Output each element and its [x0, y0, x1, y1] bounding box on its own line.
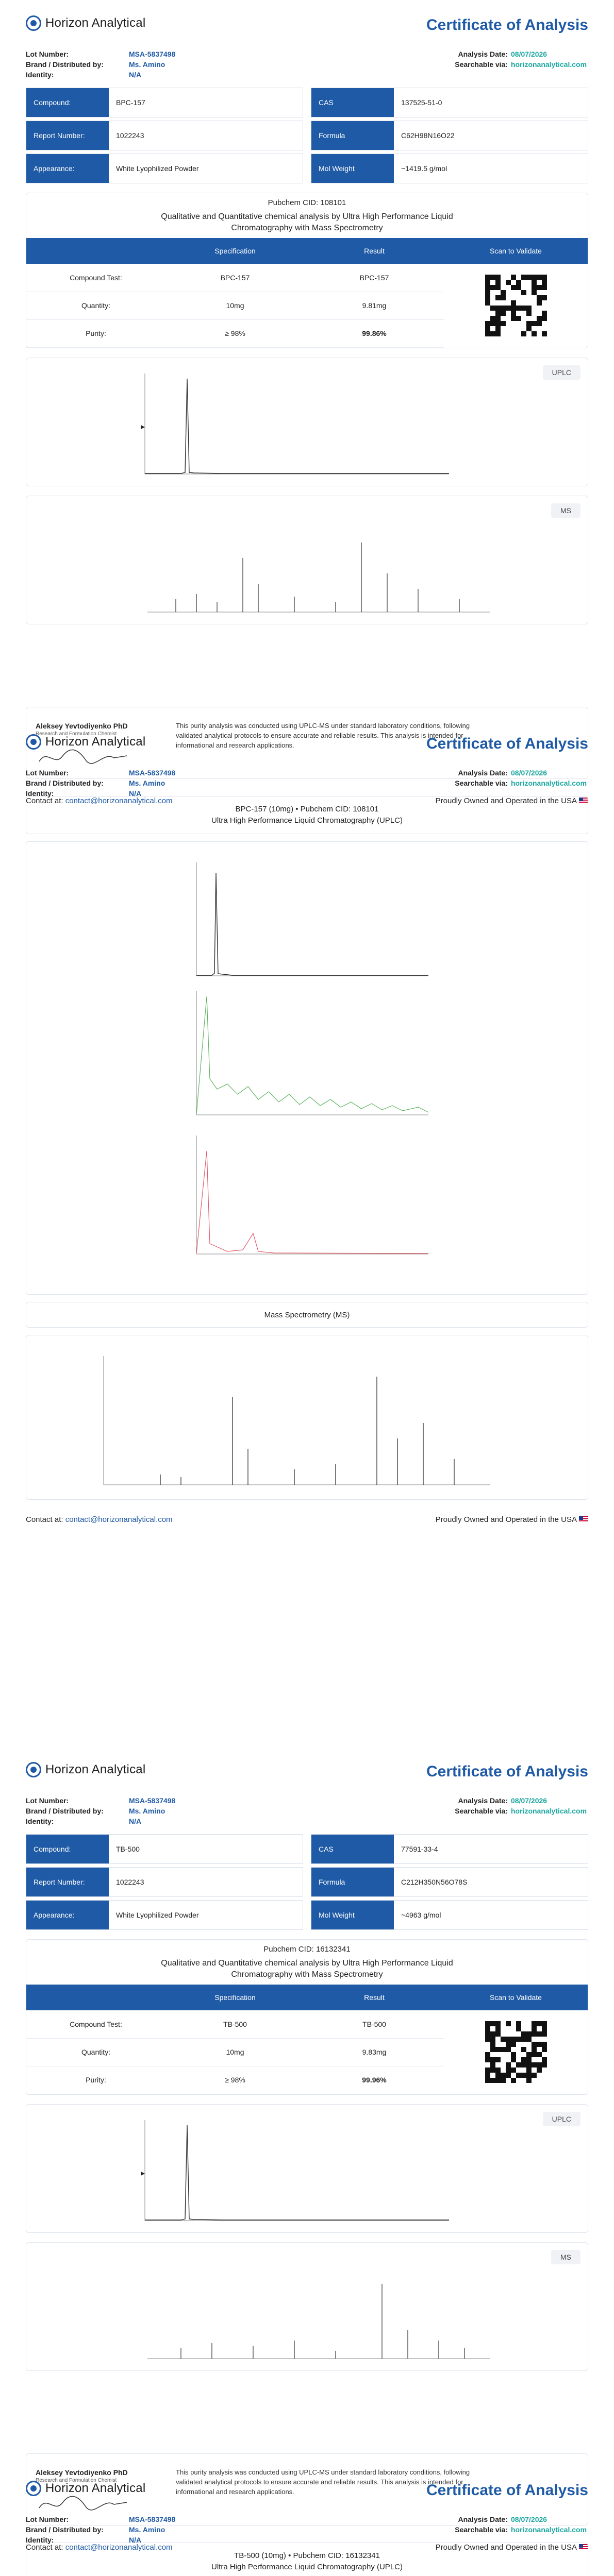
appearance-value: White Lyophilized Powder — [116, 164, 199, 173]
page-1 — [0, 0, 614, 805]
report-value: 1022243 — [116, 131, 144, 140]
chemist-role: Research and Formulation Chemist — [36, 731, 117, 737]
lot-value: MSA-5837498 — [129, 50, 176, 58]
cas-label: CAS — [311, 1835, 394, 1863]
spec-header: Specification — [165, 238, 305, 264]
spec-section — [26, 193, 588, 348]
certificate-title: Certificate of Analysis — [426, 735, 588, 752]
marker-icon — [141, 2172, 145, 2176]
certificate-title: Certificate of Analysis — [426, 1763, 588, 1780]
horizon-logo-icon — [26, 1762, 41, 1777]
identity-label: Identity: — [26, 2536, 54, 2544]
spec-compound: TB-500 — [165, 2010, 305, 2038]
spec-header: Specification — [165, 1985, 305, 2010]
page-4 — [0, 2465, 614, 2576]
identity-label: Identity: — [26, 789, 54, 798]
info-grid — [26, 1834, 588, 1930]
spec-table — [26, 1985, 588, 2094]
date-label: Analysis Date: — [458, 769, 508, 777]
contact-email-link[interactable]: contact@horizonanalytical.com — [65, 1515, 173, 1524]
ms-peaks — [181, 2284, 464, 2359]
uplc-title-box — [26, 796, 588, 834]
ms-peaks — [176, 543, 459, 612]
report-label: Report Number: — [26, 1868, 109, 1896]
horizon-logo-icon — [26, 734, 41, 750]
header — [0, 2465, 614, 2543]
lot-value: MSA-5837498 — [129, 1797, 176, 1805]
compound-label: Compound: — [26, 88, 109, 117]
usa-statement: Proudly Owned and Operated in the USA — [435, 1515, 577, 1524]
brand-label: Brand / Distributed by: — [26, 60, 104, 69]
lot-label: Lot Number: — [26, 1797, 69, 1805]
uplc-title-box — [26, 2543, 588, 2576]
method-description: Qualitative and Quantitative chemical analysis by Ultra High Performance Liquid Chromatography with Mass Spectrometry — [161, 1959, 453, 1979]
identity-value: N/A — [129, 1817, 142, 1825]
brand-name: Horizon Analytical — [45, 2481, 146, 2495]
search-label: Searchable via: — [455, 60, 508, 69]
usa-statement: Proudly Owned and Operated in the USA — [435, 796, 577, 805]
ms-tag: MS — [551, 2250, 580, 2264]
qr-code-icon[interactable] — [485, 2021, 547, 2083]
result-quantity: 9.81mg — [305, 292, 444, 319]
result-compound: BPC-157 — [305, 264, 444, 292]
appearance-value: White Lyophilized Powder — [116, 1911, 199, 1919]
search-link[interactable]: horizonanalytical.com — [511, 779, 587, 787]
contact-email-link[interactable]: contact@horizonanalytical.com — [65, 796, 173, 805]
report-label: Report Number: — [26, 121, 109, 150]
brand-label: Brand / Distributed by: — [26, 1807, 104, 1815]
contact-label: Contact at: — [26, 796, 63, 805]
result-purity: 99.86% — [305, 319, 444, 347]
tic-trace — [196, 996, 428, 1114]
horizon-logo-icon — [26, 2481, 41, 2496]
footer — [26, 1510, 588, 1531]
brand-value: Ms. Amino — [129, 60, 165, 69]
formula-value: C62H98N16O22 — [401, 131, 455, 140]
uplc-chart-card — [26, 358, 588, 486]
uplc-chart-card — [26, 2104, 588, 2233]
lot-value: MSA-5837498 — [129, 2515, 176, 2523]
signature-disclaimer: This purity analysis was conducted using UPLC-MS under standard laboratory conditions, following validated analytical protocols to ensure accurate and reliable results. This analysis is intended for informational and research applications. — [176, 721, 470, 749]
header — [0, 1747, 614, 1824]
us-flag-icon — [579, 1516, 588, 1522]
brand-name: Horizon Analytical — [45, 735, 146, 749]
uplc-detail-charts — [26, 842, 588, 1294]
ms-chart-card — [26, 496, 588, 624]
header — [0, 719, 614, 796]
uv-trace — [145, 2125, 449, 2220]
search-label: Searchable via: — [455, 1807, 508, 1815]
search-link[interactable]: horizonanalytical.com — [511, 60, 587, 69]
weight-label: Mol Weight — [311, 1901, 394, 1929]
pubchem-cid: Pubchem CID: 16132341 — [263, 1945, 351, 1954]
compound-value: TB-500 — [116, 1845, 140, 1853]
uplc-tag: UPLC — [543, 2112, 580, 2126]
detail-title: TB-500 (10mg) • Pubchem CID: 16132341 — [234, 2551, 380, 2560]
uplc-tag: UPLC — [543, 365, 580, 380]
formula-label: Formula — [311, 1868, 394, 1896]
weight-value: ~1419.5 g/mol — [401, 164, 447, 173]
search-link[interactable]: horizonanalytical.com — [511, 2526, 587, 2534]
contact-label: Contact at: — [26, 2543, 63, 2552]
uplc-detail-card — [26, 841, 588, 1295]
compound-label: Compound: — [26, 1835, 109, 1863]
detail-subtitle: Ultra High Performance Liquid Chromatography (UPLC) — [211, 816, 403, 825]
lot-label: Lot Number: — [26, 50, 69, 58]
date-label: Analysis Date: — [458, 2515, 508, 2523]
header — [0, 0, 614, 77]
certificate-title: Certificate of Analysis — [426, 2482, 588, 2499]
horizon-logo-icon — [26, 15, 41, 31]
purity-label: Purity: — [26, 2066, 165, 2094]
ms-section-title: Mass Spectrometry (MS) — [26, 1302, 588, 1328]
detail-subtitle: Ultra High Performance Liquid Chromatography (UPLC) — [211, 2563, 403, 2571]
uplc-chromatogram — [26, 358, 588, 486]
date-label: Analysis Date: — [458, 50, 508, 58]
certificate-title: Certificate of Analysis — [426, 16, 588, 33]
spec-purity: ≥ 98% — [165, 2066, 305, 2094]
page-3 — [0, 1747, 614, 2552]
compound-value: BPC-157 — [116, 98, 145, 107]
ms-detail-spectrum — [26, 1335, 588, 1499]
search-label: Searchable via: — [455, 2526, 508, 2534]
brand-name: Horizon Analytical — [45, 1762, 146, 1776]
brand-value: Ms. Amino — [129, 1807, 165, 1815]
search-link[interactable]: horizonanalytical.com — [511, 1807, 587, 1815]
date-value: 08/07/2026 — [511, 2515, 547, 2523]
scan-header: Scan to Validate — [444, 1985, 588, 2010]
spec-table — [26, 238, 588, 348]
spec-compound: BPC-157 — [165, 264, 305, 292]
ms-tag: MS — [551, 503, 580, 518]
identity-value: N/A — [129, 2536, 142, 2544]
cas-label: CAS — [311, 88, 394, 117]
identity-label: Identity: — [26, 71, 54, 79]
ms-spectrum — [26, 496, 588, 624]
date-value: 08/07/2026 — [511, 769, 547, 777]
search-label: Searchable via: — [455, 779, 508, 787]
weight-value: ~4963 g/mol — [401, 1911, 441, 1919]
signature-disclaimer: This purity analysis was conducted using UPLC-MS under standard laboratory conditions, following validated analytical protocols to ensure accurate and reliable results. This analysis is intended for informational and research applications. — [176, 2468, 470, 2496]
appearance-label: Appearance: — [26, 1901, 109, 1929]
brand-name: Horizon Analytical — [45, 16, 146, 30]
page-2 — [0, 719, 614, 1747]
compound-test-label: Compound Test: — [26, 2010, 165, 2038]
date-label: Analysis Date: — [458, 1797, 508, 1805]
scan-header: Scan to Validate — [444, 238, 588, 264]
date-value: 08/07/2026 — [511, 1797, 547, 1805]
cas-value: 77591-33-4 — [401, 1845, 438, 1853]
contact-label: Contact at: — [26, 1515, 63, 1524]
weight-label: Mol Weight — [311, 154, 394, 183]
ms-chart-card — [26, 2242, 588, 2371]
brand-label: Brand / Distributed by: — [26, 779, 104, 787]
cas-value: 137525-51-0 — [401, 98, 442, 107]
ms-detail-card — [26, 1335, 588, 1500]
spec-purity: ≥ 98% — [165, 319, 305, 347]
result-compound: TB-500 — [305, 2010, 444, 2038]
qr-code-icon[interactable] — [485, 275, 547, 336]
chemist-name: Aleksey Yevtodiyenko PhD — [36, 721, 128, 730]
uplc-chromatogram — [26, 2105, 588, 2232]
result-quantity: 9.83mg — [305, 2038, 444, 2066]
spec-quantity: 10mg — [165, 2038, 305, 2066]
identity-label: Identity: — [26, 1817, 54, 1825]
brand-value: Ms. Amino — [129, 779, 165, 787]
formula-label: Formula — [311, 121, 394, 150]
uv-trace — [145, 379, 449, 473]
result-header: Result — [305, 238, 444, 264]
spec-quantity: 10mg — [165, 292, 305, 319]
result-header: Result — [305, 1985, 444, 2010]
brand-value: Ms. Amino — [129, 2526, 165, 2534]
date-value: 08/07/2026 — [511, 50, 547, 58]
lot-value: MSA-5837498 — [129, 769, 176, 777]
chemist-role: Research and Formulation Chemist — [36, 2477, 117, 2483]
brand-label: Brand / Distributed by: — [26, 2526, 104, 2534]
ms-spectrum — [26, 2243, 588, 2370]
detail-title: BPC-157 (10mg) • Pubchem CID: 108101 — [235, 805, 379, 814]
info-grid — [26, 88, 588, 183]
lot-label: Lot Number: — [26, 769, 69, 777]
report-value: 1022243 — [116, 1878, 144, 1886]
quantity-label: Quantity: — [26, 292, 165, 319]
pubchem-cid: Pubchem CID: 108101 — [268, 198, 346, 207]
compound-test-label: Compound Test: — [26, 264, 165, 292]
quantity-label: Quantity: — [26, 2038, 165, 2066]
eic-trace — [196, 1151, 428, 1253]
result-purity: 99.96% — [305, 2066, 444, 2094]
method-description: Qualitative and Quantitative chemical analysis by Ultra High Performance Liquid Chromatography with Mass Spectrometry — [161, 212, 453, 232]
spec-section — [26, 1939, 588, 2095]
usa-statement: Proudly Owned and Operated in the USA — [435, 2543, 577, 2552]
chemist-name: Aleksey Yevtodiyenko PhD — [36, 2468, 128, 2477]
lot-label: Lot Number: — [26, 2515, 69, 2523]
purity-label: Purity: — [26, 319, 165, 347]
identity-value: N/A — [129, 789, 142, 798]
identity-value: N/A — [129, 71, 142, 79]
marker-icon — [141, 425, 145, 429]
uv-trace — [196, 873, 428, 975]
formula-value: C212H350N56O78S — [401, 1878, 468, 1886]
contact-email-link[interactable]: contact@horizonanalytical.com — [65, 2543, 173, 2552]
appearance-label: Appearance: — [26, 154, 109, 183]
